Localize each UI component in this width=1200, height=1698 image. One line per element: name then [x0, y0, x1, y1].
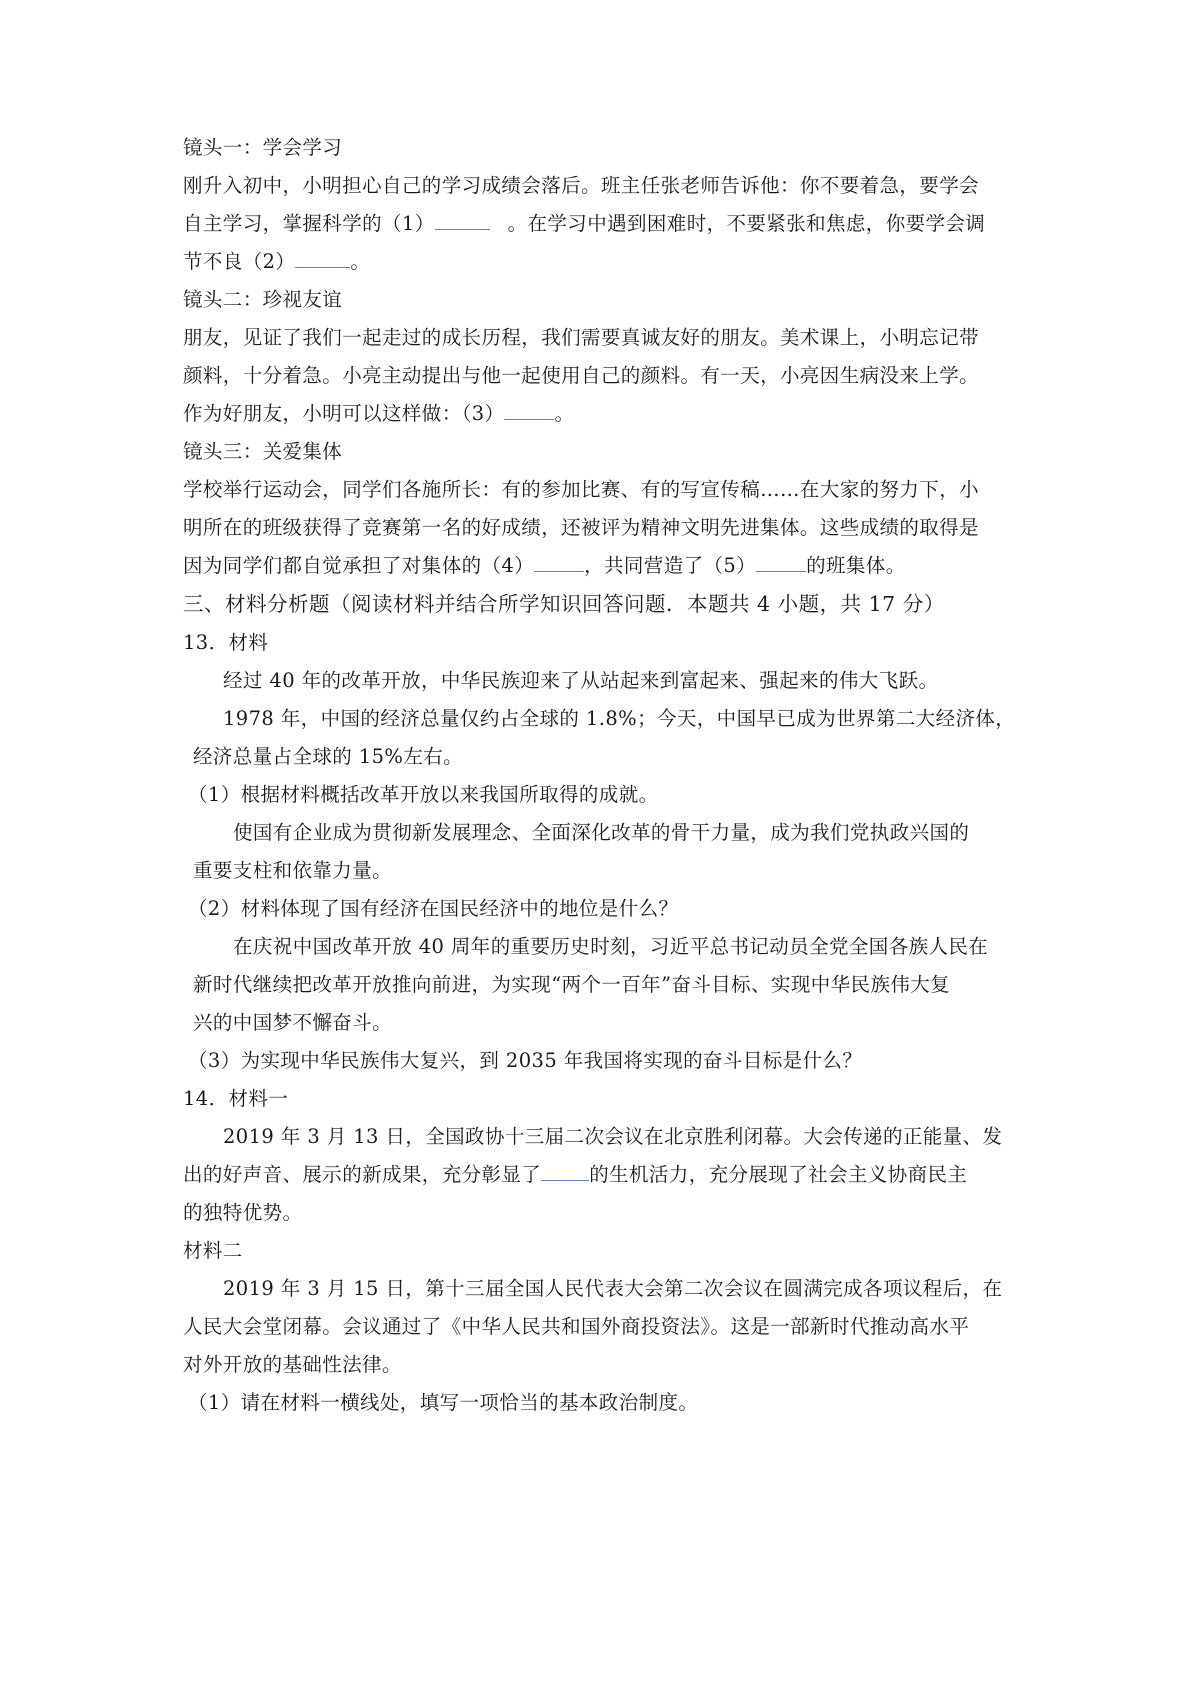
shot1-line2: [183, 214, 985, 234]
q14-material2-a: 2019 年 3 月 15 日，第十三届全国人民代表大会第二次会议在圆满完成各项议程后，在: [223, 1277, 1003, 1300]
q13-material-p4a: 在庆祝中国改革开放 40 周年的重要历史时刻，习近平总书记动员全党全国各族人民在: [233, 935, 989, 958]
q14-label: 14．材料一: [183, 1087, 289, 1110]
q13-material-p1: 经过 40 年的改革开放，中华民族迎来了从站起来到富起来、强起来的伟大飞跃。: [223, 669, 939, 692]
q14-material1-b1: 出的好声音、展示的新成果，充分彰显了: [183, 1163, 542, 1186]
q14-material1-a: 2019 年 3 月 13 日，全国政协十三届二次会议在北京胜利闭幕。大会传递的正能量、发: [223, 1125, 1003, 1148]
shot2-heading: 镜头二：珍视友谊: [183, 288, 343, 311]
q14-question-1: （1）请在材料一横线处，填写一项恰当的基本政治制度。: [188, 1391, 699, 1414]
shot1-line3-b: 。: [350, 250, 371, 273]
answer-blank-4[interactable]: [534, 570, 584, 572]
q14-material1-c: 的独特优势。: [183, 1201, 303, 1224]
q13-question-1: （1）根据材料概括改革开放以来我国所取得的成就。: [188, 783, 659, 806]
shot3-line3-b: ，共同营造了（5）: [584, 554, 757, 577]
q13-material-p2a: 1978 年，中国的经济总量仅约占全球的 1.8%；今天，中国早已成为世界第二大经济体，: [223, 707, 1016, 730]
shot1-line2-b: 。在学习中遇到困难时，不要紧张和焦虑，你要学会调: [507, 212, 986, 235]
shot1-line2-a: 自主学习，掌握科学的（1）: [183, 212, 435, 235]
shot3-heading: 镜头三：关爱集体: [183, 440, 343, 463]
shot3-line1: 学校举行运动会，同学们各施所长：有的参加比赛、有的写宣传稿……在大家的努力下，小: [183, 478, 980, 501]
q13-material-p3a: 使国有企业成为贯彻新发展理念、全面深化改革的骨干力量，成为我们党执政兴国的: [233, 821, 970, 844]
shot1-line3-a: 节不良（2）: [183, 250, 296, 273]
shot3-line2: 明所在的班级获得了竞赛第一名的好成绩，还被评为精神文明先进集体。这些成绩的取得是: [183, 516, 980, 539]
q13-material-p3b: 重要支柱和依靠力量。: [193, 859, 393, 882]
shot1-line1: 刚升入初中，小明担心自己的学习成绩会落后。班主任张老师告诉他：你不要着急，要学会: [183, 174, 980, 197]
q13-question-3: （3）为实现中华民族伟大复兴，到 2035 年我国将实现的奋斗目标是什么？: [188, 1049, 863, 1072]
q14-material1-b2: 的生机活力，充分展现了社会主义协商民主: [589, 1163, 968, 1186]
shot2-line3-b: 。: [554, 402, 575, 425]
answer-blank-q14[interactable]: [541, 1179, 589, 1181]
shot1-line3: [183, 252, 370, 272]
answer-blank-5[interactable]: [756, 570, 806, 572]
q14-label2: 材料二: [183, 1239, 243, 1262]
shot2-line2: 颜料，十分着急。小亮主动提出与他一起使用自己的颜料。有一天，小亮因生病没来上学。: [183, 364, 980, 387]
shot3-line3: [183, 556, 906, 576]
q13-label: 13．材料: [183, 631, 269, 654]
q14-material2-b: 人民大会堂闭幕。会议通过了《中华人民共和国外商投资法》。这是一部新时代推动高水平: [183, 1315, 970, 1338]
shot2-line1: 朋友，见证了我们一起走过的成长历程，我们需要真诚友好的朋友。美术课上，小明忘记带: [183, 326, 980, 349]
shot2-line3-a: 作为好朋友，小明可以这样做：（3）: [183, 402, 505, 425]
q13-question-2: （2）材料体现了国有经济在国民经济中的地位是什么？: [188, 897, 679, 920]
q13-material-p4c: 兴的中国梦不懈奋斗。: [193, 1011, 393, 1034]
q14-material1-b: [183, 1165, 967, 1185]
q14-material2-c: 对外开放的基础性法律。: [183, 1353, 402, 1376]
answer-blank-1[interactable]: [435, 228, 490, 230]
answer-blank-3[interactable]: [504, 418, 554, 420]
q13-material-p2b: 经济总量占全球的 15%左右。: [193, 745, 464, 768]
shot2-line3: [183, 404, 574, 424]
shot3-line3-c: 的班集体。: [806, 554, 906, 577]
q13-material-p4b: 新时代继续把改革开放推向前进，为实现“两个一百年”奋斗目标、实现中华民族伟大复: [193, 973, 951, 996]
shot3-line3-a: 因为同学们都自觉承担了对集体的（4）: [183, 554, 535, 577]
section3-title: 三、材料分析题（阅读材料并结合所学知识回答问题．本题共 4 小题，共 17 分）: [183, 592, 945, 616]
answer-blank-2[interactable]: [295, 266, 350, 268]
shot1-heading: 镜头一：学会学习: [183, 136, 343, 159]
